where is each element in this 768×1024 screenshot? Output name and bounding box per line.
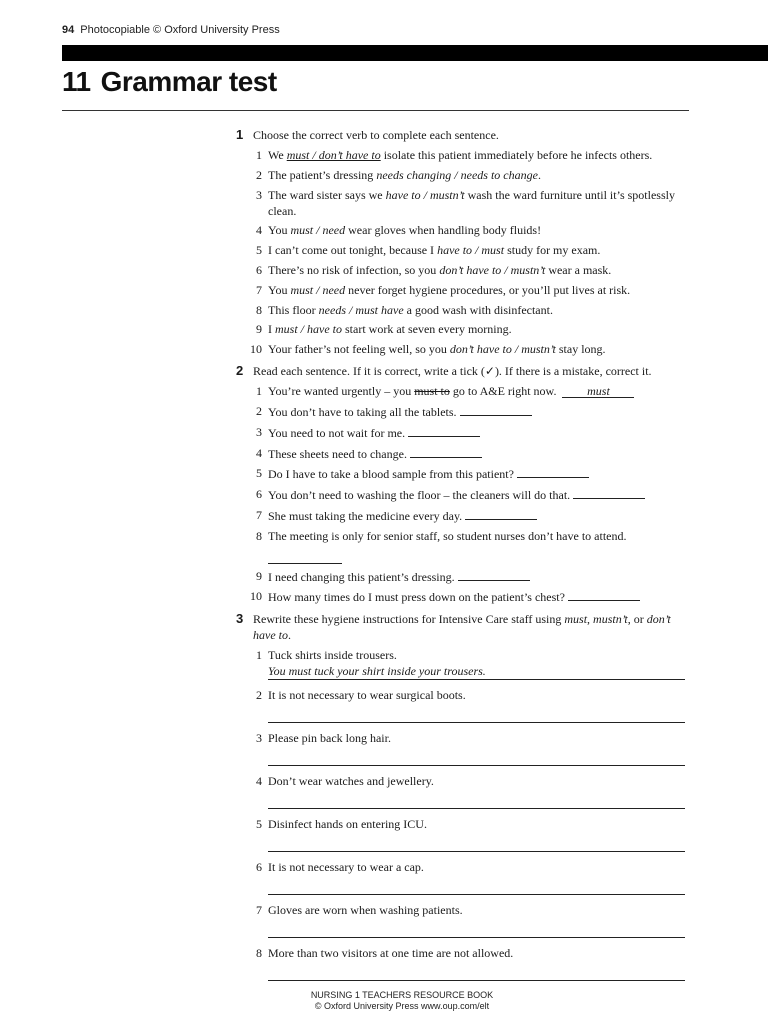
- instruction-text: , or: [627, 612, 647, 627]
- item-number: 5: [256, 243, 262, 258]
- item-text: Gloves are worn when washing patients.: [268, 903, 463, 918]
- item-number: 10: [250, 342, 262, 357]
- item-text: go to A&E right now.: [449, 384, 557, 399]
- footer-copyright: © Oxford University Press www.oup.com/elt: [314, 1001, 490, 1011]
- item-number: 3: [256, 731, 262, 746]
- list-item: [253, 730, 696, 766]
- answer-field[interactable]: [573, 486, 645, 499]
- item-number: 1: [256, 148, 262, 162]
- answer-line[interactable]: [268, 961, 685, 981]
- list-item: [253, 445, 696, 462]
- item-text: It is not necessary to wear a cap.: [268, 860, 424, 875]
- item-text: Don’t wear watches and jewellery.: [268, 774, 434, 789]
- page-title: [62, 66, 277, 98]
- list-item: [253, 147, 696, 163]
- list-item: [253, 859, 696, 895]
- footer-title: NURSING 1 TEACHERS RESOURCE BOOK: [310, 990, 494, 1000]
- item-number: 6: [256, 860, 262, 875]
- item-number: 5: [256, 817, 262, 832]
- item-text: Tuck shirts inside trousers.: [268, 648, 397, 663]
- list-item: [253, 773, 696, 809]
- list-item: [253, 187, 696, 219]
- list-item: [253, 816, 696, 852]
- verb-options[interactable]: needs / must have: [318, 302, 404, 317]
- item-number: 1: [256, 384, 262, 399]
- list-item: [250, 588, 696, 605]
- item-number: 5: [256, 466, 262, 481]
- item-text: It is not necessary to wear surgical boots.: [268, 688, 466, 703]
- test-content: [236, 127, 696, 988]
- title-text: Grammar test: [100, 66, 277, 97]
- item-number: 3: [256, 187, 262, 202]
- item-text: wear gloves when handling body fluids!: [345, 223, 542, 238]
- item-text: There’s no risk of infection, so you: [268, 262, 440, 277]
- verb-options[interactable]: must / need: [290, 223, 346, 238]
- item-text: We: [268, 148, 287, 162]
- item-number: 8: [256, 946, 262, 961]
- list-item: [253, 403, 696, 420]
- item-number: 7: [256, 282, 262, 297]
- answer-field[interactable]: must: [562, 385, 634, 398]
- list-item: [253, 465, 696, 482]
- exercise-number: 3: [236, 611, 244, 627]
- list-item: [253, 902, 696, 938]
- model-answer[interactable]: You must tuck your shirt inside your trousers.: [268, 663, 685, 680]
- item-text: You don’t need to washing the floor – the cleaners will do that.: [268, 488, 571, 503]
- instruction-term: mustn’t: [593, 612, 628, 627]
- item-text: Please pin back long hair.: [268, 731, 391, 746]
- answer-line[interactable]: [268, 703, 685, 723]
- answer-field[interactable]: [465, 507, 537, 520]
- instruction-text: .: [288, 628, 291, 643]
- list-item: [253, 222, 696, 238]
- verb-options[interactable]: needs changing / needs to change: [376, 167, 538, 182]
- list-item: [253, 528, 696, 564]
- item-text: Do I have to take a blood sample from this patient?: [268, 467, 514, 482]
- item-text: The meeting is only for senior staff, so student nurses don’t have to attend.: [268, 528, 627, 543]
- item-text: I can’t come out tonight, because I: [268, 243, 438, 258]
- item-text: You don’t have to taking all the tablets.: [268, 404, 457, 419]
- item-text: Disinfect hands on entering ICU.: [268, 817, 427, 832]
- item-number: 7: [256, 507, 262, 522]
- answer-field[interactable]: [568, 588, 640, 601]
- answer-line[interactable]: [268, 789, 685, 809]
- item-text: More than two visitors at one time are not allowed.: [268, 946, 514, 961]
- item-number: 7: [256, 903, 262, 918]
- copyright-notice: Photocopiable © Oxford University Press: [80, 24, 280, 36]
- item-text: I: [268, 322, 275, 337]
- list-item: [253, 486, 696, 503]
- item-text: Your father’s not feeling well, so you: [268, 342, 450, 357]
- exercise-number: 2: [236, 363, 244, 379]
- exercise-2-items: [253, 383, 696, 399]
- item-text: These sheets need to change.: [268, 446, 407, 461]
- list-item: [250, 341, 696, 357]
- page-header: [62, 24, 280, 36]
- item-text: How many times do I must press down on the patient’s chest?: [268, 590, 565, 605]
- item-text: You need to not wait for me.: [268, 425, 406, 440]
- answer-line[interactable]: [268, 746, 685, 766]
- item-text: start work at seven every morning.: [342, 322, 512, 337]
- list-item: [253, 647, 696, 680]
- item-number: 3: [256, 424, 262, 439]
- item-text: wash the ward furniture until it’s spotlessly clean.: [268, 187, 675, 218]
- title-divider: [62, 110, 689, 111]
- list-item: [253, 321, 696, 337]
- item-number: 9: [256, 322, 262, 337]
- answer-field[interactable]: [458, 568, 530, 581]
- verb-options[interactable]: don’t have to / mustn’t: [449, 342, 556, 357]
- verb-options[interactable]: must / have to: [275, 322, 342, 337]
- item-text: isolate this patient immediately before he infects others.: [380, 148, 653, 162]
- item-number: 6: [256, 262, 262, 277]
- exercise-instruction: Choose the correct verb to complete each sentence.: [253, 128, 499, 142]
- item-number: 9: [256, 568, 262, 583]
- item-text: This floor: [268, 302, 319, 317]
- item-number: 2: [256, 403, 262, 418]
- verb-options[interactable]: don’t have to / mustn’t: [439, 262, 546, 277]
- item-text: You’re wanted urgently – you: [268, 384, 415, 399]
- item-text: .: [537, 167, 541, 182]
- answer-line[interactable]: [268, 832, 685, 852]
- item-text: The ward sister says we: [268, 187, 386, 202]
- item-text: never forget hygiene procedures, or you’ll put lives at risk.: [345, 282, 631, 297]
- verb-options[interactable]: must / don’t have to: [286, 148, 381, 162]
- answer-field[interactable]: [517, 465, 589, 478]
- exercise-2-items: [250, 403, 696, 605]
- instruction-text: Rewrite these hygiene instructions for Intensive Care staff using: [253, 612, 565, 627]
- list-item: [253, 242, 696, 258]
- item-text: a good wash with disinfectant.: [403, 302, 553, 317]
- answer-field[interactable]: [460, 403, 532, 416]
- item-text: study for my exam.: [504, 243, 601, 258]
- list-item: [253, 262, 696, 278]
- answer-field[interactable]: [268, 544, 342, 564]
- item-text: I need changing this patient’s dressing.: [268, 569, 455, 584]
- instruction-text: ,: [587, 612, 594, 627]
- list-item: [253, 568, 696, 585]
- verb-options[interactable]: must / need: [290, 282, 346, 297]
- item-number: 1: [256, 648, 262, 663]
- list-item: [253, 383, 696, 399]
- header-bar: [62, 45, 768, 61]
- exercise-number: 1: [236, 127, 244, 142]
- struck-text: must to: [414, 384, 450, 399]
- list-item: [253, 167, 696, 183]
- verb-options[interactable]: have to / mustn’t: [385, 187, 465, 202]
- answer-line[interactable]: [268, 918, 685, 938]
- item-text: The patient’s dressing: [268, 167, 377, 182]
- exercise-1: [236, 127, 696, 357]
- exercise-instruction: Read each sentence. If it is correct, write a tick (✓). If there is a mistake, correct it.: [253, 364, 652, 379]
- answer-field[interactable]: [410, 445, 482, 458]
- answer-line[interactable]: [268, 875, 685, 895]
- list-item: [253, 282, 696, 298]
- exercise-3-items: [253, 687, 696, 981]
- list-item: [253, 945, 696, 981]
- exercise-1-items: [250, 147, 696, 357]
- item-number: 6: [256, 487, 262, 502]
- page-number: 94: [62, 24, 75, 36]
- item-text: You: [268, 223, 291, 238]
- item-number: 2: [256, 167, 262, 182]
- page-footer: [230, 990, 574, 1012]
- instruction-term: must: [564, 612, 588, 627]
- list-item: [253, 507, 696, 524]
- item-number: 8: [256, 302, 262, 317]
- item-text: stay long.: [555, 342, 606, 357]
- exercise-instruction: [253, 611, 696, 643]
- item-number: 8: [256, 528, 262, 543]
- item-number: 4: [256, 445, 262, 460]
- list-item: [253, 302, 696, 318]
- item-number: 2: [256, 688, 262, 703]
- item-number: 4: [256, 774, 262, 789]
- verb-options[interactable]: have to / must: [437, 243, 505, 258]
- exercise-2: [236, 363, 696, 605]
- unit-number: 11: [62, 66, 91, 97]
- item-text: She must taking the medicine every day.: [268, 508, 463, 523]
- answer-field[interactable]: [408, 424, 480, 437]
- item-text: You: [268, 282, 291, 297]
- list-item: [253, 687, 696, 723]
- item-text: wear a mask.: [545, 262, 612, 277]
- instruction-term: don’t have to: [253, 612, 671, 643]
- exercise-3: [236, 611, 696, 981]
- item-number: 4: [256, 223, 262, 238]
- item-number: 10: [250, 589, 262, 604]
- list-item: [253, 424, 696, 441]
